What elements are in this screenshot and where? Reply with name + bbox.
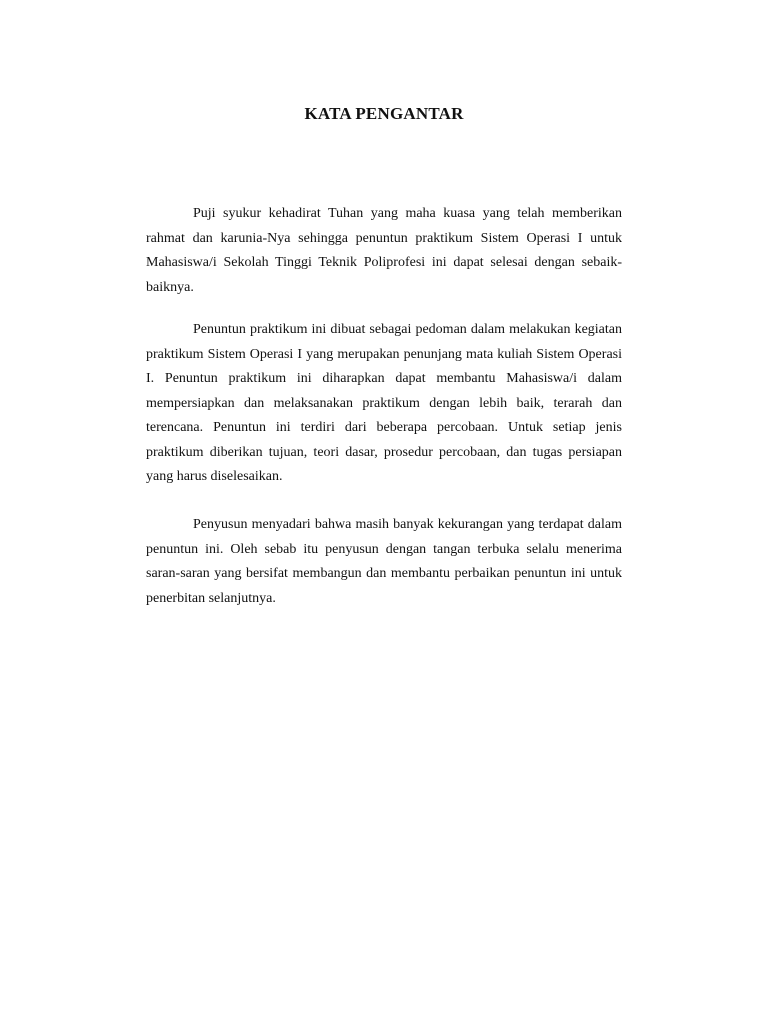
paragraph-3: Penyusun menyadari bahwa masih banyak kekurangan yang terdapat dalam penuntun ini. Oleh sebab itu penyusun dengan tangan terbuka selalu menerima saran-saran yang bersifat membangun dan membantu perbaikan penuntun ini untuk penerbitan selanjutnya. xyxy=(146,517,622,606)
page-title: KATA PENGANTAR xyxy=(304,104,464,123)
paragraph-2: Penuntun praktikum ini dibuat sebagai pedoman dalam melakukan kegiatan praktikum Sistem Operasi I yang merupakan penunjang mata kuliah Sistem Operasi I. Penuntun praktikum ini diharapkan dapat membantu Mahasiswa/i dalam mempersiapkan dan melaksanakan praktikum dengan lebih baik, terarah dan terencana. Penuntun ini terdiri dari beberapa percobaan. Untuk setiap jenis praktikum diberikan tujuan, teori dasar, prosedur percobaan, dan tugas persiapan yang harus diselesaikan. xyxy=(146,322,622,484)
paragraph-1: Puji syukur kehadirat Tuhan yang maha kuasa yang telah memberikan rahmat dan karunia-Nya sehingga penuntun praktikum Sistem Operasi I untuk Mahasiswa/i Sekolah Tinggi Teknik Poliprofesi ini dapat selesai dengan sebaik-baiknya. xyxy=(146,206,622,295)
